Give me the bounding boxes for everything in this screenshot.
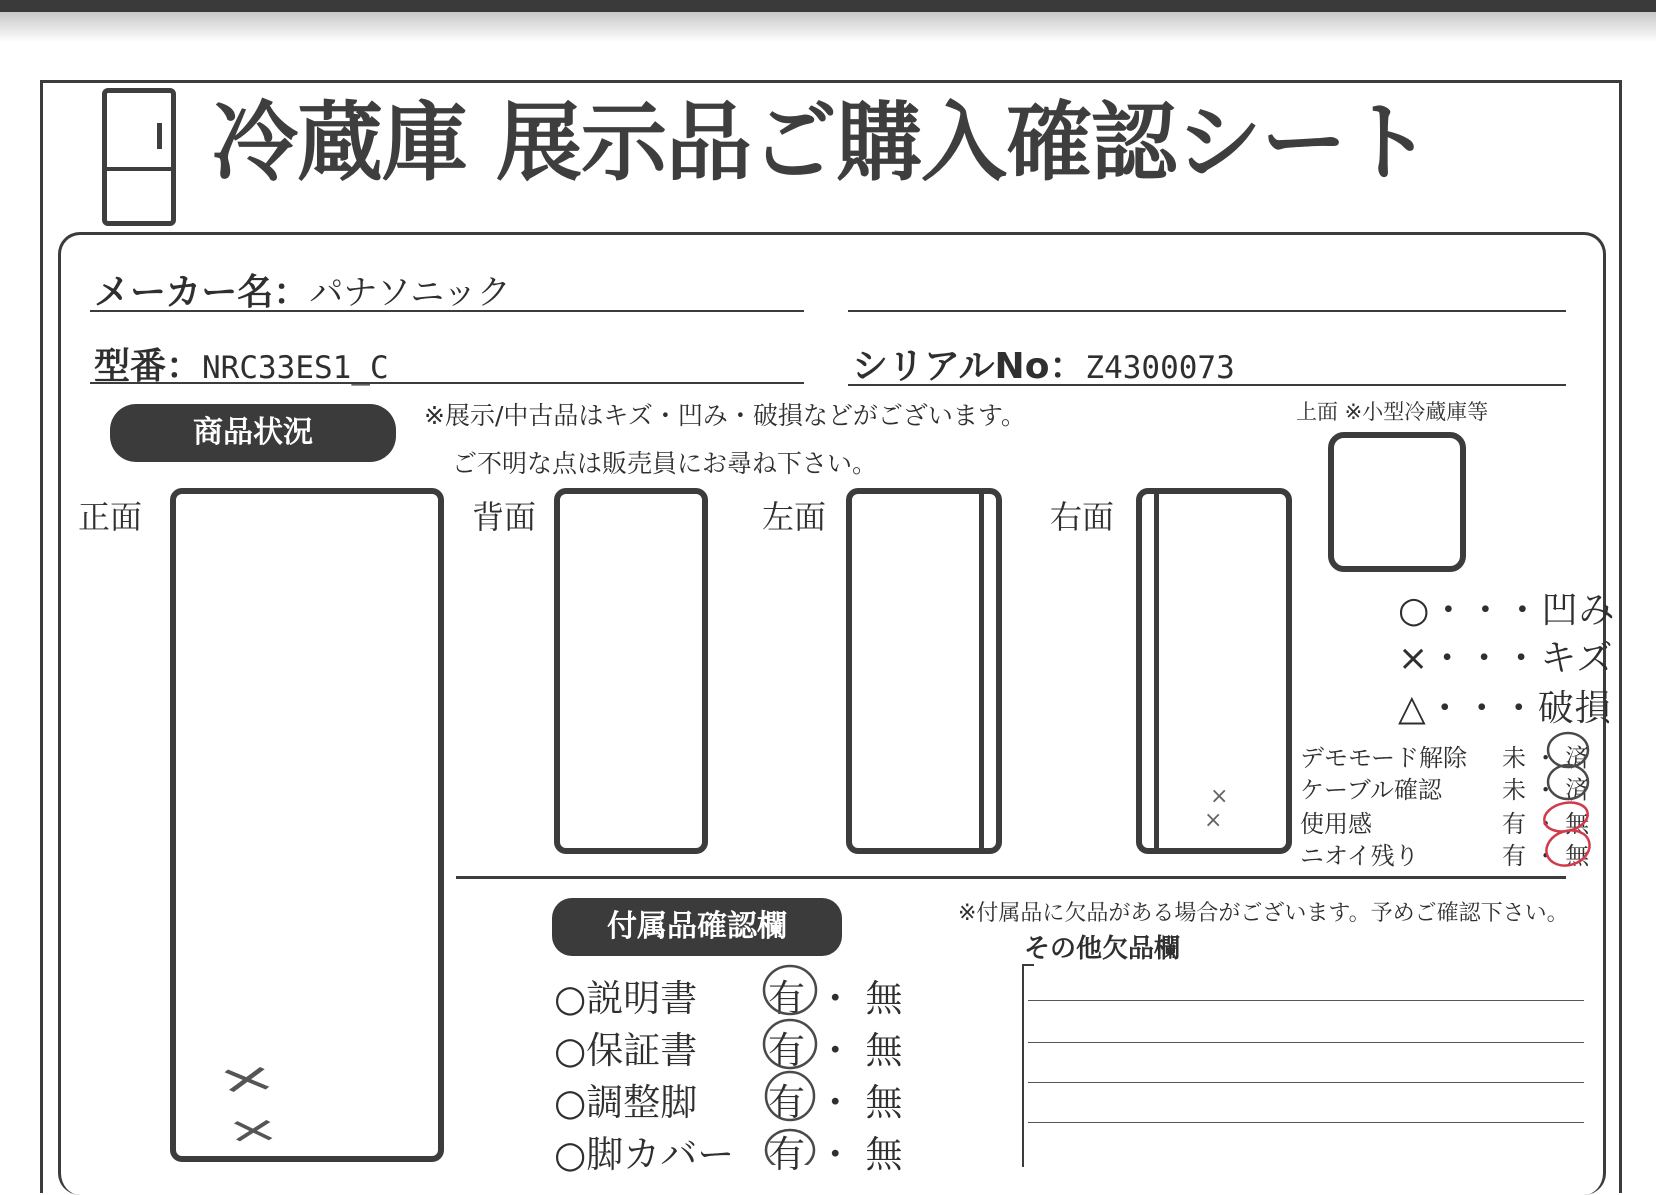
top-view-box: [1328, 432, 1466, 572]
maker-label: メーカー名：: [94, 272, 310, 313]
face-label-right: 右面: [1050, 498, 1115, 536]
condition-note-1: ※展示/中古品はキズ・凹み・破損などがございます。: [424, 401, 1026, 430]
accessories-note: ※付属品に欠品がある場合がございます。予めご確認下さい。: [958, 901, 1569, 926]
maker-value: パナソニック: [309, 273, 511, 313]
accessory-label: ○脚カバー: [554, 1133, 735, 1176]
accessory-options: 有 ・ 無: [768, 977, 903, 1020]
fridge-icon: [102, 88, 176, 226]
front-scratch-mark-2: ×: [223, 1108, 283, 1153]
legend-text: キズ: [1540, 638, 1614, 679]
check-options: 有 ・ 無: [1502, 810, 1590, 838]
check-label: ニオイ残り: [1300, 842, 1419, 870]
face-label-back: 背面: [472, 498, 537, 536]
serial-value: Z4300073: [1085, 350, 1235, 386]
other-missing-line: [1028, 1042, 1584, 1043]
check-options: 未 ・ 済: [1502, 744, 1590, 772]
serial-label: シリアルNo：: [852, 346, 1086, 387]
other-missing-line: [1028, 1082, 1584, 1083]
check-label: ケーブル確認: [1300, 776, 1442, 804]
section-divider: [456, 876, 1566, 879]
accessory-label: ○調整脚: [554, 1081, 698, 1124]
front-scratch-mark-1: ×: [211, 1053, 283, 1105]
right-scratch-mark-2: ×: [1204, 808, 1223, 833]
scan-top-edge: [0, 0, 1656, 12]
accessory-options: 有 ・ 無: [768, 1029, 903, 1072]
check-label: 使用感: [1300, 810, 1372, 838]
other-missing-label: その他欠品欄: [1024, 934, 1181, 964]
damage-symbol-icon: △: [1398, 688, 1427, 729]
serial-field: [852, 338, 1235, 389]
check-label: デモモード解除: [1300, 744, 1468, 772]
accessory-circle-marks: [756, 962, 826, 1165]
legend-dots: ・・・: [1429, 638, 1541, 679]
model-label: 型番：: [94, 346, 203, 387]
accessories-header: 付属品確認欄: [552, 898, 842, 956]
check-options: 未 ・ 済: [1502, 776, 1590, 804]
legend-dots: ・・・: [1426, 688, 1538, 729]
face-label-left: 左面: [762, 498, 827, 536]
other-missing-bracket: [1022, 964, 1034, 1167]
blank-underline: [848, 310, 1566, 312]
back-view-box: [554, 488, 708, 854]
model-underline: [90, 382, 804, 384]
left-view-box: [846, 488, 1002, 854]
scratch-symbol-icon: ×: [1398, 638, 1430, 679]
accessory-options: 有 ・ 無: [768, 1133, 903, 1176]
condition-note-2: ご不明な点は販売員にお尋ね下さい。: [452, 449, 878, 478]
right-scratch-mark-1: ×: [1210, 784, 1229, 809]
accessory-label: ○保証書: [554, 1029, 698, 1072]
top-view-label: 上面 ※小型冷蔵庫等: [1296, 400, 1489, 424]
scan-shadow: [0, 12, 1656, 42]
face-label-front: 正面: [78, 498, 143, 536]
maker-underline: [90, 310, 804, 312]
other-missing-line: [1028, 1122, 1584, 1123]
condition-header: 商品状況: [110, 404, 396, 462]
sheet-title: 冷蔵庫 展示品ご購入確認シート: [212, 93, 1431, 193]
serial-underline: [848, 384, 1566, 386]
legend-scratch: [1398, 630, 1613, 681]
dent-symbol-icon: ○: [1398, 590, 1431, 631]
accessory-label: ○説明書: [554, 977, 698, 1020]
legend-damage: [1398, 680, 1612, 731]
check-circle-marks: [1540, 730, 1600, 870]
check-options: 有 ・ 無: [1502, 842, 1590, 870]
legend-dots: ・・・: [1430, 590, 1542, 631]
maker-field: [94, 264, 511, 315]
other-missing-line: [1028, 1000, 1584, 1001]
legend-text: 凹み: [1541, 590, 1616, 631]
accessory-options: 有 ・ 無: [768, 1081, 903, 1124]
model-value: NRC33ES1_C: [202, 350, 389, 386]
legend-dent: [1398, 582, 1615, 633]
legend-text: 破損: [1537, 688, 1612, 729]
